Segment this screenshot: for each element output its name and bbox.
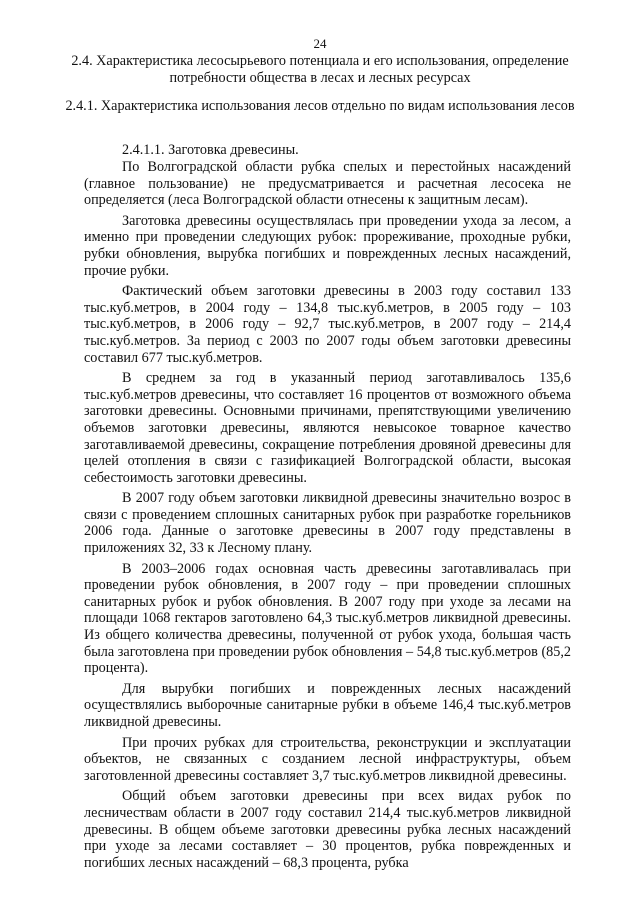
paragraph: В среднем за год в указанный период заготавливалось 135,6 тыс.куб.метров древесины, что составляет 16 процентов от возможного объема заготовки древесины. Основными причинами, препятствующими увеличению объемов заготовки древесины, являются невысокое товарное качество заготавливаемой древесины, сокращение потребления дровяной древесины для целей отопления в связи с газификацией Волгоградской области, высокая себестоимость заготовки древесины. — [84, 370, 571, 486]
paragraph: При прочих рубках для строительства, реконструкции и эксплуатации объектов, не связанных с созданием лесной инфраструктуры, объем заготовленной древесины составляет 3,7 тыс.куб.метров ликвидной древесины. — [84, 734, 571, 784]
paragraph: Для вырубки погибших и поврежденных лесных насаждений осуществлялись выборочные санитарные рубки в объеме 146,4 тыс.куб.метров ликвидной древесины. — [84, 680, 571, 730]
subsection-heading: 2.4.1. Характеристика использования лесов отдельно по видам использования лесов — [65, 98, 575, 114]
paragraph: В 2007 году объем заготовки ликвидной древесины значительно возрос в связи с проведением сплошных санитарных рубок при разработке горельников 2006 года. Данные о заготовке древесины в 2007 году представлены в приложениях 32, 33 к Лесному плану. — [84, 490, 571, 557]
body-text — [84, 159, 571, 871]
section-heading: 2.4. Характеристика лесосырьевого потенциала и его использования, определение потребности общества в лесах и лесных ресурсах — [71, 53, 569, 86]
page-number: 24 — [313, 36, 327, 51]
paragraph: Заготовка древесины осуществлялась при проведении ухода за лесом, а именно при проведении следующих рубок: прореживание, проходные рубки, рубки обновления, вырубка погибших и поврежденных лесных насаждений, прочие рубки. — [84, 212, 571, 279]
paragraph: В 2003–2006 годах основная часть древесины заготавливалась при проведении рубок обновления, в 2007 году – при проведении сплошных санитарных рубок и рубок обновления. В 2007 году при уходе за лесами на площади 1068 гектаров заготовлено 64,3 тыс.куб.метров ликвидной древесины. Из общего количества древесины, полученной от рубок ухода, большая часть была заготовлена при проведении рубок обновления – 54,8 тыс.куб.метров (85,2 процента). — [84, 560, 571, 677]
subsubsection-heading: 2.4.1.1. Заготовка древесины. — [122, 142, 299, 158]
paragraph: Фактический объем заготовки древесины в 2003 году составил 133 тыс.куб.метров, в 2004 году – 134,8 тыс.куб.метров, в 2005 году – 103 тыс.куб.метров, в 2006 году – 92,7 тыс.куб.метров, в 2007 году – 214,4 тыс.куб.метров. За период с 2003 по 2007 годы объем заготовки древесины составил 677 тыс.куб.метров. — [84, 283, 571, 366]
paragraph: Общий объем заготовки древесины при всех видах рубок по лесничествам области в 2007 году составил 214,4 тыс.куб.метров ликвидной древесины. В общем объеме заготовки древесины рубка лесных насаждений при уходе за лесами составляет – 30 процентов, рубка поврежденных и погибших лесных насаждений – 68,3 процента, рубка — [84, 788, 571, 871]
paragraph: По Волгоградской области рубка спелых и перестойных насаждений (главное пользование) не предусматривается и расчетная лесосека не определяется (леса Волгоградской области отнесены к защитным лесам). — [84, 159, 571, 209]
